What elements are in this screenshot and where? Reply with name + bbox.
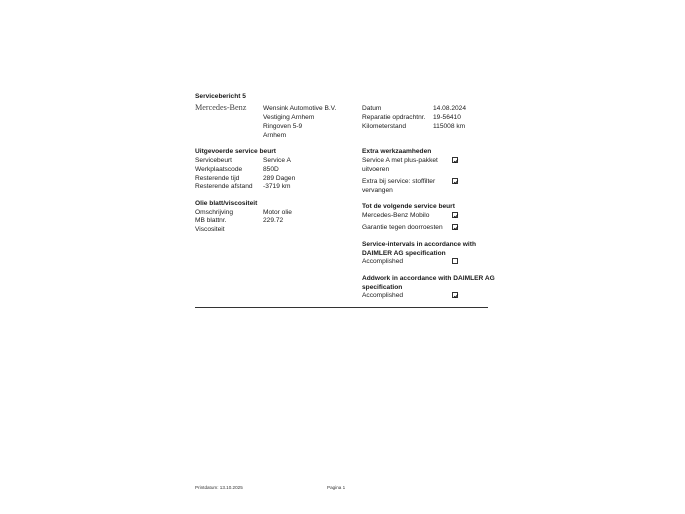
extra-item-2-line-1: Extra bij service: stoffilter [362, 178, 436, 185]
addwork-title-line-2: specification [362, 284, 403, 291]
remaining-distance-value: -3719 km [263, 183, 291, 190]
dealer-branch: Vestiging Arnhem [263, 114, 315, 121]
extra-item-2-line-2: vervangen [362, 187, 393, 194]
page-number: Pagina 1 [327, 485, 346, 490]
checkmark-icon [453, 213, 459, 219]
oil-viscosity-label: Viscositeit [195, 226, 225, 233]
workshop-code-label: Werkplaatscode [195, 166, 243, 173]
remaining-distance-label: Resterende afstand [195, 183, 253, 190]
brand-logo-text: Mercedes-Benz [195, 103, 247, 112]
service-type-label: Servicebeurt [195, 157, 233, 164]
dealer-street: Ringoven 5-9 [263, 123, 303, 130]
remaining-time-value: 289 Dagen [263, 175, 296, 182]
report-title: Servicebericht 5 [195, 93, 246, 100]
extra-item-2-checkbox[interactable] [452, 178, 458, 184]
dealer-name: Wensink Automotive B.V. [263, 105, 337, 112]
rust-warranty-label: Garantie tegen doorroesten [362, 224, 443, 231]
service-type-value: Service A [263, 157, 291, 164]
checkmark-icon [453, 293, 459, 299]
extra-item-1-line-1: Service A met plus-pakket [362, 157, 438, 164]
oil-description-value: Motor olie [263, 209, 292, 216]
mileage-value: 115008 km [433, 123, 466, 130]
rust-warranty-checkbox[interactable] [452, 224, 458, 230]
order-number-value: 19-56410 [433, 114, 461, 121]
intervals-title-line-2: DAIMLER AG specification [362, 250, 446, 257]
service-section-title: Uitgevoerde service beurt [195, 148, 276, 155]
intervals-accomplished-checkbox[interactable] [452, 258, 458, 264]
intervals-accomplished-label: Accomplished [362, 258, 404, 265]
extra-work-title: Extra werkzaamheden [362, 148, 432, 155]
remaining-time-label: Resterende tijd [195, 175, 240, 182]
oil-sheet-number-value: 229.72 [263, 217, 284, 224]
checkmark-icon [453, 225, 459, 231]
extra-item-1-checkbox[interactable] [452, 157, 458, 163]
checkmark-icon [453, 158, 459, 164]
addwork-accomplished-label: Accomplished [362, 292, 404, 299]
addwork-accomplished-checkbox[interactable] [452, 292, 458, 298]
workshop-code-value: 850D [263, 166, 279, 173]
mobilo-checkbox[interactable] [452, 212, 458, 218]
mobilo-label: Mercedes-Benz Mobilo [362, 212, 430, 219]
oil-sheet-number-label: MB blattnr. [195, 217, 227, 224]
oil-section-title: Olie blatt/viscositeit [195, 200, 258, 207]
print-date: Printdatum: 13.10.2025 [195, 485, 243, 490]
checkmark-icon [453, 179, 459, 185]
extra-item-1-line-2: uitvoeren [362, 166, 390, 173]
mileage-label: Kilometerstand [362, 123, 406, 130]
date-label: Datum [362, 105, 382, 112]
oil-description-label: Omschrijving [195, 209, 234, 216]
order-number-label: Reparatie opdrachtnr. [362, 114, 426, 121]
dealer-city: Arnhem [263, 132, 287, 139]
section-divider [195, 307, 488, 308]
intervals-title-line-1: Service-intervals in accordance with [362, 241, 476, 248]
date-value: 14.08.2024 [433, 105, 467, 112]
next-service-title: Tot de volgende service beurt [362, 203, 455, 210]
addwork-title-line-1: Addwork in accordance with DAIMLER AG [362, 275, 495, 282]
